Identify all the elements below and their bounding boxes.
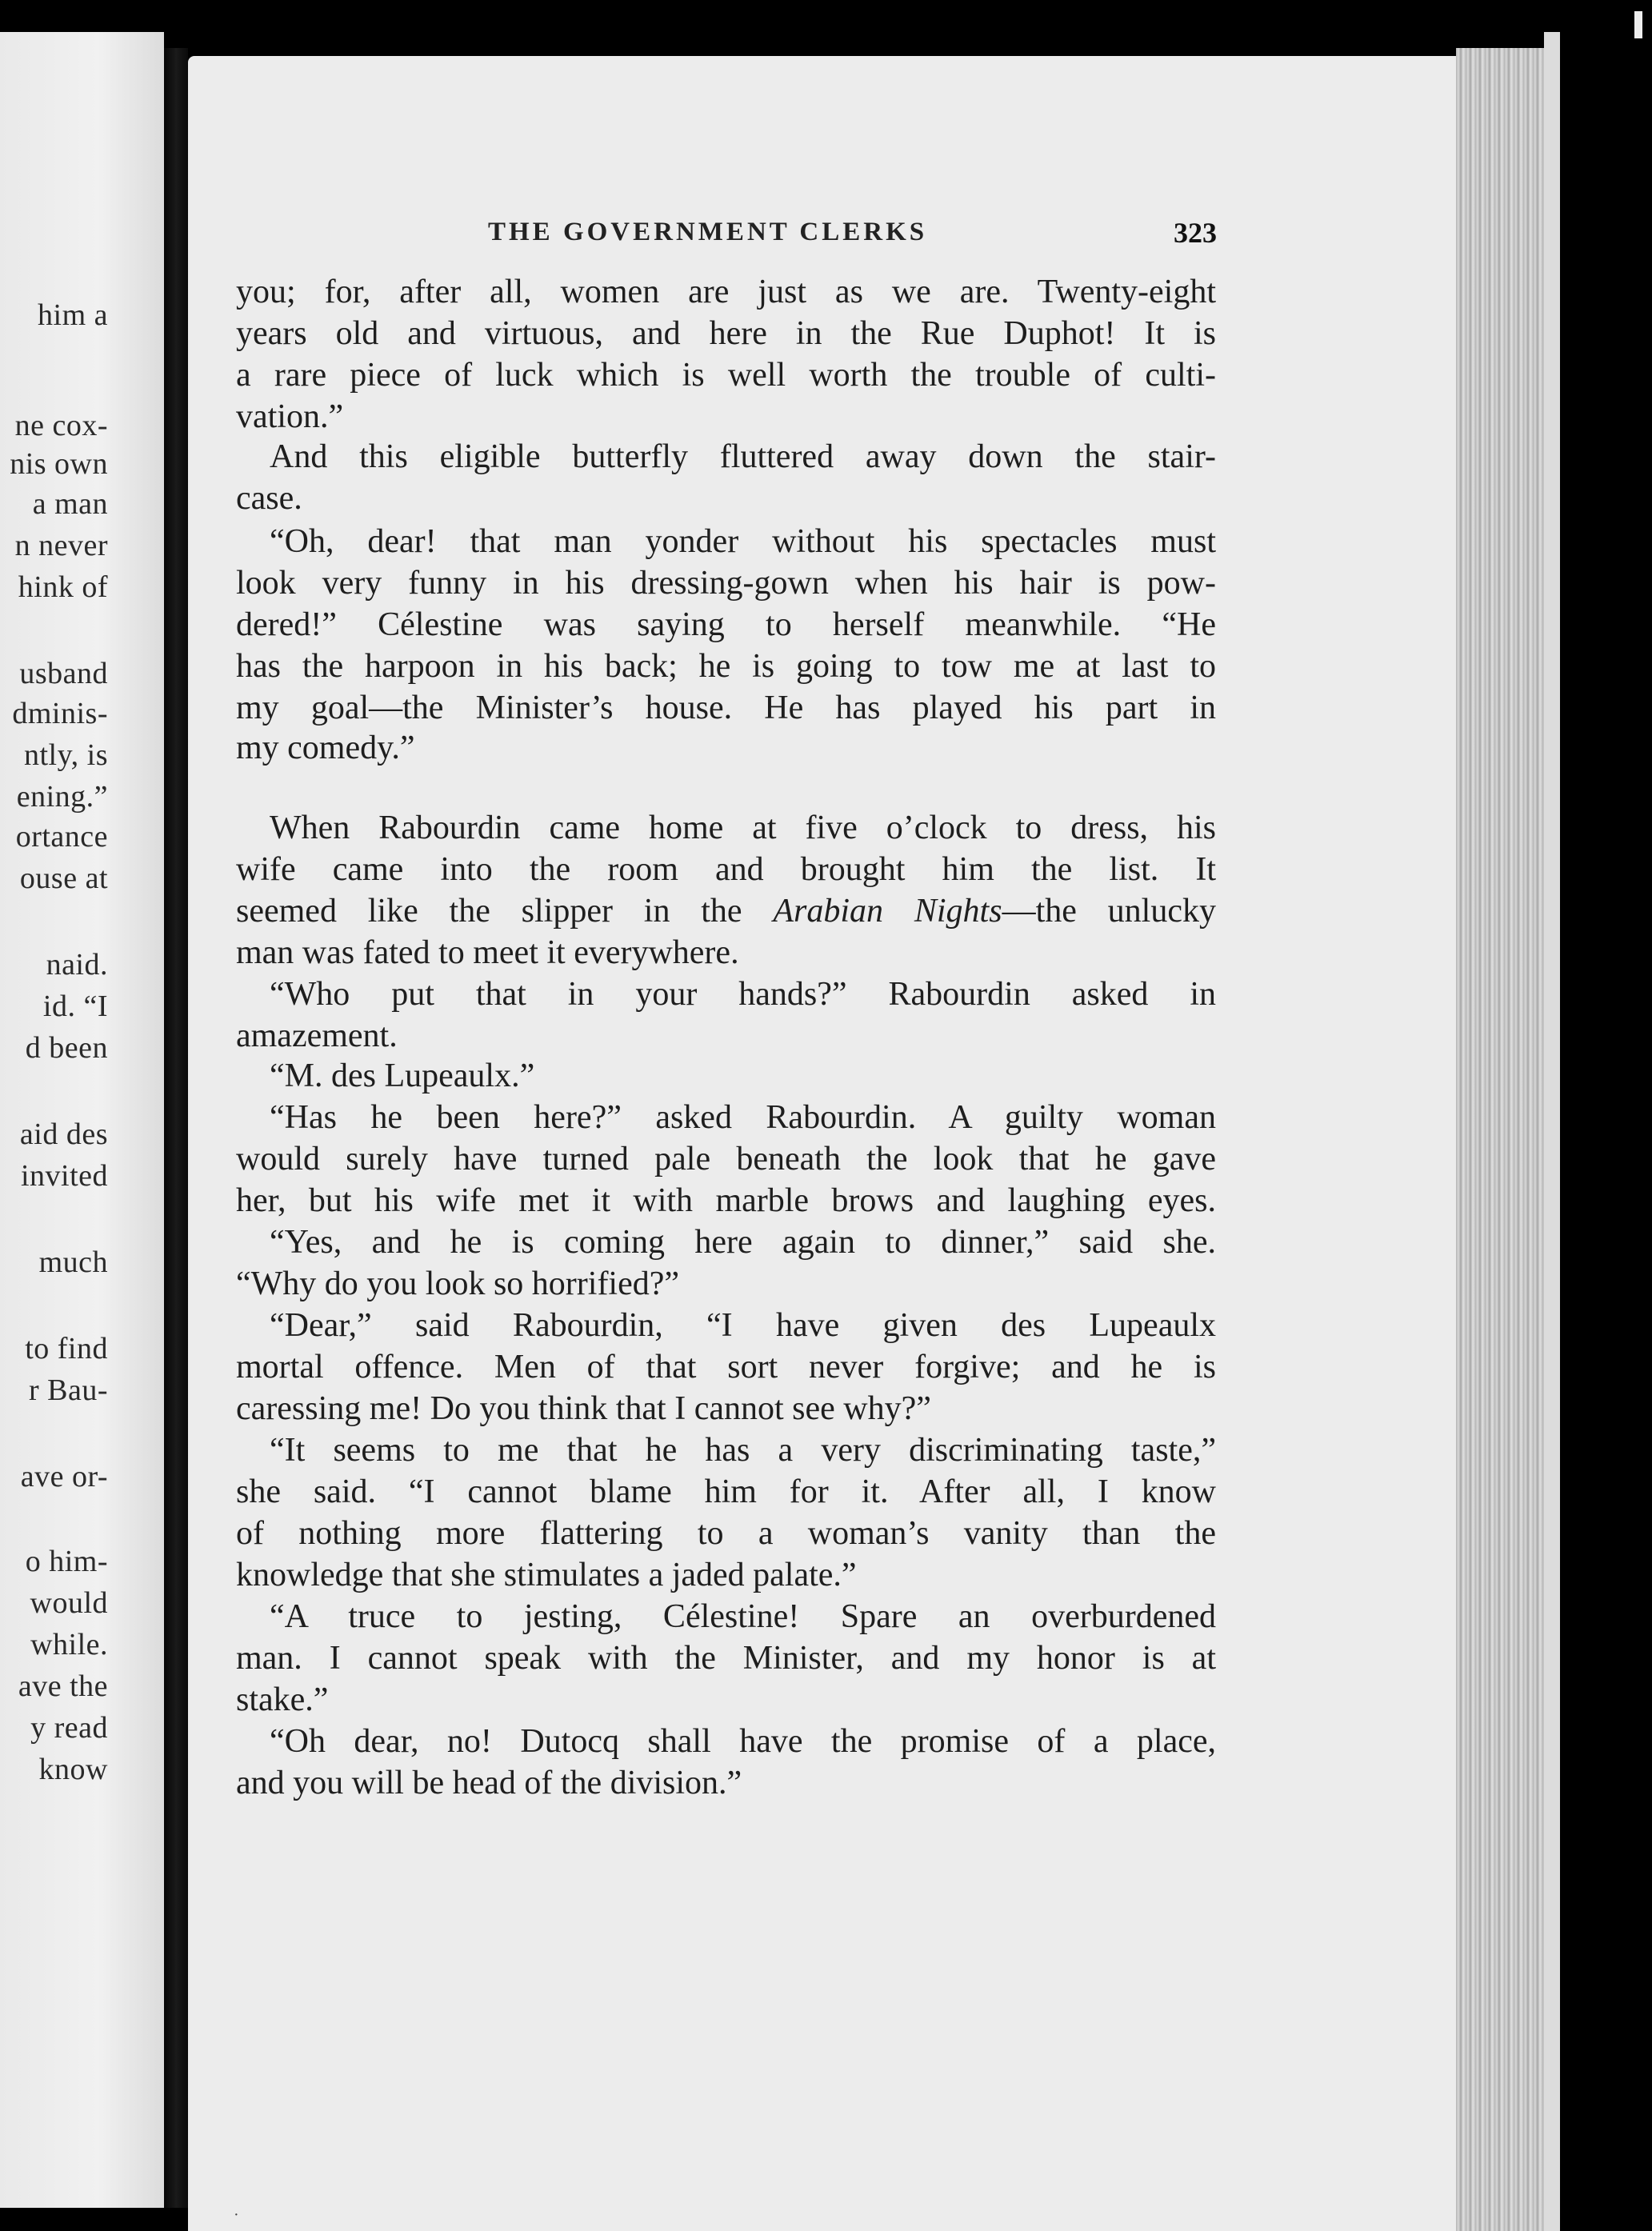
scan-speck: ·: [234, 2206, 239, 2224]
text-line: And this eligible butterfly fluttered away down the stair-: [270, 438, 1216, 475]
text-line: look very funny in his dressing-gown when his hair is pow-: [236, 565, 1216, 602]
left-page-fragment: while.: [30, 1628, 108, 1661]
left-page-fragment: know: [38, 1753, 108, 1786]
text-line: and you will be head of the division.”: [236, 1765, 742, 1801]
left-page-fragment: ave the: [18, 1669, 108, 1703]
text-line: my goal—the Minister’s house. He has played his part in: [236, 690, 1216, 726]
running-head: THE GOVERNMENT CLERKS: [488, 218, 928, 246]
left-page-fragment: aid des: [19, 1117, 108, 1151]
left-page-fragment: usband: [19, 657, 108, 690]
page-stack-edge: [1456, 48, 1544, 2231]
page-number: 323: [1174, 217, 1217, 249]
left-page-fragment: nis own: [10, 447, 108, 481]
left-page-fragment: invited: [20, 1159, 108, 1193]
text-line: wife came into the room and brought him the list. It: [236, 851, 1216, 888]
text-line: has the harpoon in his back; he is going to tow me at last to: [236, 648, 1216, 685]
left-page-fragment: y read: [30, 1711, 108, 1745]
text-line: “Why do you look so horrified?”: [236, 1265, 680, 1302]
left-page-fragment: to find: [25, 1332, 108, 1365]
corner-mark: [1634, 11, 1642, 38]
left-page-fragment: ne cox-: [14, 409, 108, 442]
text-line: knowledge that she stimulates a jaded palate.”: [236, 1557, 857, 1593]
left-page-fragment: a man: [32, 487, 108, 521]
left-page-fragment: hink of: [18, 570, 108, 604]
left-page-fragment: ortance: [15, 820, 108, 854]
left-page-fragment: naid.: [46, 948, 108, 982]
left-page-fragment: d been: [25, 1031, 108, 1065]
text-line: she said. “I cannot blame him for it. After all, I know: [236, 1473, 1216, 1510]
left-page-fragment: id. “I: [42, 990, 108, 1023]
text-line: her, but his wife met it with marble brows and laughing eyes.: [236, 1182, 1216, 1219]
left-page-fragment: him a: [38, 298, 108, 332]
left-page-fragment: would: [30, 1586, 108, 1620]
text-line: “M. des Lupeaulx.”: [270, 1058, 535, 1094]
text-line: my comedy.”: [236, 730, 415, 766]
text-line: “Dear,” said Rabourdin, “I have given des Lupeaulx: [270, 1307, 1216, 1344]
left-facing-page: [0, 32, 164, 2208]
text-line: vation.”: [236, 398, 344, 435]
text-line: “Has he been here?” asked Rabourdin. A guilty woman: [270, 1099, 1216, 1136]
left-page-fragment: ave or-: [20, 1460, 108, 1493]
text-line: man. I cannot speak with the Minister, and my honor is at: [236, 1640, 1216, 1677]
left-page-fragment: ening.”: [16, 780, 108, 814]
text-line: “It seems to me that he has a very discriminating taste,”: [270, 1432, 1216, 1469]
text-line: you; for, after all, women are just as we are. Twenty-eight: [236, 274, 1216, 310]
text-line: amazement.: [236, 1018, 398, 1054]
text-line: “A truce to jesting, Célestine! Spare an overburdened: [270, 1598, 1216, 1635]
scan-edge-band: [1544, 32, 1560, 2231]
left-page-fragment: ntly, is: [24, 738, 108, 772]
left-page-fragment: o him-: [25, 1545, 108, 1578]
text-line: When Rabourdin came home at five o’clock to dress, his: [270, 810, 1216, 846]
text-line: “Oh dear, no! Dutocq shall have the promise of a place,: [270, 1723, 1216, 1760]
book-gutter: [164, 48, 188, 2208]
text-line: seemed like the slipper in the Arabian Nights—the unlucky: [236, 893, 1216, 930]
text-line: would surely have turned pale beneath the look that he gave: [236, 1141, 1216, 1177]
text-line: a rare piece of luck which is well worth the trouble of culti-: [236, 357, 1216, 394]
text-line: case.: [236, 480, 302, 517]
text-line: mortal offence. Men of that sort never forgive; and he is: [236, 1349, 1216, 1385]
text-line: “Oh, dear! that man yonder without his spectacles must: [270, 523, 1216, 560]
text-line: of nothing more flattering to a woman’s vanity than the: [236, 1515, 1216, 1552]
text-line: years old and virtuous, and here in the Rue Duphot! It is: [236, 315, 1216, 352]
left-page-fragment: r Bau-: [28, 1373, 108, 1407]
left-page-fragment: ouse at: [19, 862, 108, 895]
text-line: dered!” Célestine was saying to herself meanwhile. “He: [236, 606, 1216, 643]
left-page-fragment: dminis-: [12, 697, 108, 730]
text-line: “Who put that in your hands?” Rabourdin asked in: [270, 976, 1216, 1013]
text-line: stake.”: [236, 1681, 329, 1718]
italic-title: Arabian Nights: [773, 893, 1002, 930]
text-line: caressing me! Do you think that I cannot see why?”: [236, 1390, 931, 1427]
text-line: man was fated to meet it everywhere.: [236, 934, 739, 971]
text-line: “Yes, and he is coming here again to dinner,” said she.: [270, 1224, 1216, 1261]
left-page-fragment: much: [38, 1245, 108, 1279]
left-page-fragment: n never: [14, 529, 108, 562]
